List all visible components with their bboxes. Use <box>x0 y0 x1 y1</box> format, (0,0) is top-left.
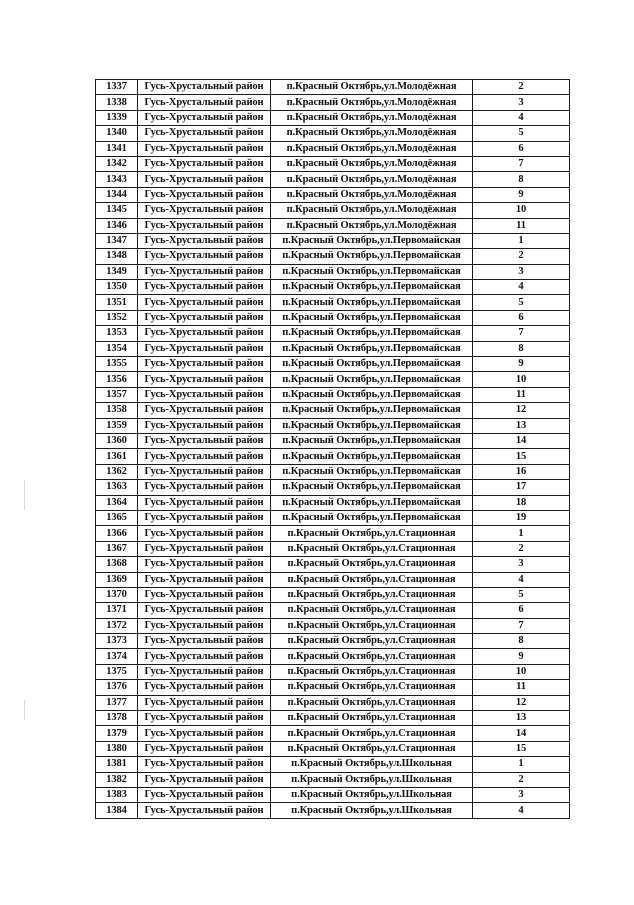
house-number-cell: 6 <box>473 141 570 156</box>
row-number-cell: 1353 <box>96 326 138 341</box>
house-number-cell: 15 <box>473 741 570 756</box>
table-row <box>96 572 570 587</box>
address-cell: п.Красный Октябрь,ул.Стационная <box>271 557 473 572</box>
table-row <box>96 141 570 156</box>
table-row <box>96 387 570 402</box>
house-number-cell: 9 <box>473 357 570 372</box>
table-row <box>96 680 570 695</box>
address-table <box>95 79 570 819</box>
house-number-cell: 4 <box>473 803 570 818</box>
row-number-cell: 1341 <box>96 141 138 156</box>
table-row <box>96 649 570 664</box>
house-number-cell: 2 <box>473 80 570 95</box>
house-number-cell: 3 <box>473 264 570 279</box>
district-cell: Гусь-Хрустальный район <box>138 203 271 218</box>
district-cell: Гусь-Хрустальный район <box>138 156 271 171</box>
table-row <box>96 372 570 387</box>
district-cell: Гусь-Хрустальный район <box>138 803 271 818</box>
table-row <box>96 449 570 464</box>
house-number-cell: 8 <box>473 341 570 356</box>
row-number-cell: 1384 <box>96 803 138 818</box>
row-number-cell: 1382 <box>96 772 138 787</box>
address-cell: п.Красный Октябрь,ул.Первомайская <box>271 433 473 448</box>
district-cell: Гусь-Хрустальный район <box>138 172 271 187</box>
table-row <box>96 464 570 479</box>
row-number-cell: 1377 <box>96 695 138 710</box>
district-cell: Гусь-Хрустальный район <box>138 787 271 802</box>
row-number-cell: 1346 <box>96 218 138 233</box>
address-cell: п.Красный Октябрь,ул.Молодёжная <box>271 141 473 156</box>
house-number-cell: 14 <box>473 433 570 448</box>
row-number-cell: 1365 <box>96 510 138 525</box>
address-cell: п.Красный Октябрь,ул.Первомайская <box>271 495 473 510</box>
table-row <box>96 341 570 356</box>
house-number-cell: 4 <box>473 110 570 125</box>
address-cell: п.Красный Октябрь,ул.Стационная <box>271 541 473 556</box>
house-number-cell: 7 <box>473 326 570 341</box>
table-row <box>96 495 570 510</box>
address-cell: п.Красный Октябрь,ул.Первомайская <box>271 449 473 464</box>
district-cell: Гусь-Хрустальный район <box>138 741 271 756</box>
house-number-cell: 6 <box>473 603 570 618</box>
house-number-cell: 9 <box>473 187 570 202</box>
district-cell: Гусь-Хрустальный район <box>138 218 271 233</box>
row-number-cell: 1343 <box>96 172 138 187</box>
table-row <box>96 172 570 187</box>
house-number-cell: 1 <box>473 526 570 541</box>
address-cell: п.Красный Октябрь,ул.Стационная <box>271 634 473 649</box>
scan-edge-mark <box>24 700 25 720</box>
district-cell: Гусь-Хрустальный район <box>138 326 271 341</box>
table-row <box>96 187 570 202</box>
table-row <box>96 233 570 248</box>
house-number-cell: 8 <box>473 172 570 187</box>
table-row <box>96 110 570 125</box>
address-cell: п.Красный Октябрь,ул.Первомайская <box>271 464 473 479</box>
table-row <box>96 95 570 110</box>
row-number-cell: 1372 <box>96 618 138 633</box>
row-number-cell: 1383 <box>96 787 138 802</box>
row-number-cell: 1381 <box>96 757 138 772</box>
address-cell: п.Красный Октябрь,ул.Молодёжная <box>271 95 473 110</box>
row-number-cell: 1337 <box>96 80 138 95</box>
district-cell: Гусь-Хрустальный район <box>138 664 271 679</box>
table-row <box>96 787 570 802</box>
row-number-cell: 1344 <box>96 187 138 202</box>
table-row <box>96 695 570 710</box>
table-row <box>96 403 570 418</box>
table-row <box>96 218 570 233</box>
house-number-cell: 13 <box>473 711 570 726</box>
table-row <box>96 249 570 264</box>
address-cell: п.Красный Октябрь,ул.Стационная <box>271 587 473 602</box>
district-cell: Гусь-Хрустальный район <box>138 772 271 787</box>
address-cell: п.Красный Октябрь,ул.Стационная <box>271 649 473 664</box>
house-number-cell: 1 <box>473 757 570 772</box>
district-cell: Гусь-Хрустальный район <box>138 618 271 633</box>
table-row <box>96 126 570 141</box>
table-row <box>96 326 570 341</box>
district-cell: Гусь-Хрустальный район <box>138 726 271 741</box>
row-number-cell: 1340 <box>96 126 138 141</box>
house-number-cell: 4 <box>473 572 570 587</box>
address-cell: п.Красный Октябрь,ул.Первомайская <box>271 295 473 310</box>
address-cell: п.Красный Октябрь,ул.Молодёжная <box>271 80 473 95</box>
house-number-cell: 15 <box>473 449 570 464</box>
address-cell: п.Красный Октябрь,ул.Стационная <box>271 664 473 679</box>
table-row <box>96 433 570 448</box>
district-cell: Гусь-Хрустальный район <box>138 634 271 649</box>
district-cell: Гусь-Хрустальный район <box>138 187 271 202</box>
district-cell: Гусь-Хрустальный район <box>138 110 271 125</box>
house-number-cell: 2 <box>473 541 570 556</box>
row-number-cell: 1379 <box>96 726 138 741</box>
row-number-cell: 1357 <box>96 387 138 402</box>
district-cell: Гусь-Хрустальный район <box>138 249 271 264</box>
house-number-cell: 5 <box>473 126 570 141</box>
house-number-cell: 7 <box>473 618 570 633</box>
table-row <box>96 295 570 310</box>
row-number-cell: 1376 <box>96 680 138 695</box>
table-row <box>96 280 570 295</box>
district-cell: Гусь-Хрустальный район <box>138 495 271 510</box>
address-cell: п.Красный Октябрь,ул.Молодёжная <box>271 187 473 202</box>
district-cell: Гусь-Хрустальный район <box>138 711 271 726</box>
row-number-cell: 1370 <box>96 587 138 602</box>
address-table-body <box>96 80 570 819</box>
district-cell: Гусь-Хрустальный район <box>138 141 271 156</box>
row-number-cell: 1354 <box>96 341 138 356</box>
house-number-cell: 18 <box>473 495 570 510</box>
district-cell: Гусь-Хрустальный район <box>138 295 271 310</box>
row-number-cell: 1349 <box>96 264 138 279</box>
house-number-cell: 12 <box>473 695 570 710</box>
house-number-cell: 11 <box>473 218 570 233</box>
row-number-cell: 1345 <box>96 203 138 218</box>
district-cell: Гусь-Хрустальный район <box>138 541 271 556</box>
district-cell: Гусь-Хрустальный район <box>138 126 271 141</box>
address-cell: п.Красный Октябрь,ул.Первомайская <box>271 326 473 341</box>
house-number-cell: 3 <box>473 557 570 572</box>
district-cell: Гусь-Хрустальный район <box>138 341 271 356</box>
table-row <box>96 603 570 618</box>
table-row <box>96 156 570 171</box>
district-cell: Гусь-Хрустальный район <box>138 757 271 772</box>
row-number-cell: 1359 <box>96 418 138 433</box>
table-row <box>96 526 570 541</box>
row-number-cell: 1374 <box>96 649 138 664</box>
address-cell: п.Красный Октябрь,ул.Стационная <box>271 618 473 633</box>
district-cell: Гусь-Хрустальный район <box>138 280 271 295</box>
row-number-cell: 1339 <box>96 110 138 125</box>
house-number-cell: 8 <box>473 634 570 649</box>
address-cell: п.Красный Октябрь,ул.Стационная <box>271 572 473 587</box>
table-row <box>96 357 570 372</box>
address-cell: п.Красный Октябрь,ул.Первомайская <box>271 310 473 325</box>
address-cell: п.Красный Октябрь,ул.Первомайская <box>271 280 473 295</box>
row-number-cell: 1368 <box>96 557 138 572</box>
address-cell: п.Красный Октябрь,ул.Школьная <box>271 772 473 787</box>
address-cell: п.Красный Октябрь,ул.Молодёжная <box>271 172 473 187</box>
district-cell: Гусь-Хрустальный район <box>138 357 271 372</box>
address-cell: п.Красный Октябрь,ул.Первомайская <box>271 510 473 525</box>
house-number-cell: 2 <box>473 249 570 264</box>
house-number-cell: 2 <box>473 772 570 787</box>
row-number-cell: 1352 <box>96 310 138 325</box>
address-cell: п.Красный Октябрь,ул.Молодёжная <box>271 203 473 218</box>
district-cell: Гусь-Хрустальный район <box>138 603 271 618</box>
table-row <box>96 418 570 433</box>
address-cell: п.Красный Октябрь,ул.Школьная <box>271 787 473 802</box>
row-number-cell: 1364 <box>96 495 138 510</box>
district-cell: Гусь-Хрустальный район <box>138 695 271 710</box>
table-row <box>96 618 570 633</box>
address-cell: п.Красный Октябрь,ул.Первомайская <box>271 233 473 248</box>
district-cell: Гусь-Хрустальный район <box>138 572 271 587</box>
table-row <box>96 541 570 556</box>
row-number-cell: 1373 <box>96 634 138 649</box>
row-number-cell: 1369 <box>96 572 138 587</box>
address-cell: п.Красный Октябрь,ул.Школьная <box>271 803 473 818</box>
address-cell: п.Красный Октябрь,ул.Первомайская <box>271 387 473 402</box>
row-number-cell: 1360 <box>96 433 138 448</box>
address-cell: п.Красный Октябрь,ул.Стационная <box>271 526 473 541</box>
address-cell: п.Красный Октябрь,ул.Первомайская <box>271 480 473 495</box>
district-cell: Гусь-Хрустальный район <box>138 310 271 325</box>
address-cell: п.Красный Октябрь,ул.Первомайская <box>271 372 473 387</box>
house-number-cell: 16 <box>473 464 570 479</box>
address-cell: п.Красный Октябрь,ул.Первомайская <box>271 403 473 418</box>
row-number-cell: 1380 <box>96 741 138 756</box>
house-number-cell: 14 <box>473 726 570 741</box>
address-cell: п.Красный Октябрь,ул.Первомайская <box>271 341 473 356</box>
district-cell: Гусь-Хрустальный район <box>138 80 271 95</box>
house-number-cell: 13 <box>473 418 570 433</box>
house-number-cell: 19 <box>473 510 570 525</box>
district-cell: Гусь-Хрустальный район <box>138 680 271 695</box>
district-cell: Гусь-Хрустальный район <box>138 464 271 479</box>
row-number-cell: 1358 <box>96 403 138 418</box>
house-number-cell: 3 <box>473 787 570 802</box>
district-cell: Гусь-Хрустальный район <box>138 649 271 664</box>
address-cell: п.Красный Октябрь,ул.Стационная <box>271 603 473 618</box>
row-number-cell: 1363 <box>96 480 138 495</box>
table-row <box>96 310 570 325</box>
row-number-cell: 1366 <box>96 526 138 541</box>
row-number-cell: 1355 <box>96 357 138 372</box>
row-number-cell: 1347 <box>96 233 138 248</box>
table-row <box>96 711 570 726</box>
table-row <box>96 203 570 218</box>
table-row <box>96 80 570 95</box>
address-cell: п.Красный Октябрь,ул.Молодёжная <box>271 218 473 233</box>
row-number-cell: 1356 <box>96 372 138 387</box>
table-row <box>96 757 570 772</box>
table-row <box>96 510 570 525</box>
row-number-cell: 1375 <box>96 664 138 679</box>
house-number-cell: 10 <box>473 372 570 387</box>
address-cell: п.Красный Октябрь,ул.Первомайская <box>271 264 473 279</box>
table-row <box>96 480 570 495</box>
house-number-cell: 4 <box>473 280 570 295</box>
table-row <box>96 664 570 679</box>
table-row <box>96 557 570 572</box>
address-cell: п.Красный Октябрь,ул.Стационная <box>271 711 473 726</box>
district-cell: Гусь-Хрустальный район <box>138 449 271 464</box>
row-number-cell: 1362 <box>96 464 138 479</box>
address-cell: п.Красный Октябрь,ул.Школьная <box>271 757 473 772</box>
address-cell: п.Красный Октябрь,ул.Стационная <box>271 695 473 710</box>
table-row <box>96 803 570 818</box>
district-cell: Гусь-Хрустальный район <box>138 264 271 279</box>
address-cell: п.Красный Октябрь,ул.Молодёжная <box>271 126 473 141</box>
house-number-cell: 17 <box>473 480 570 495</box>
address-cell: п.Красный Октябрь,ул.Первомайская <box>271 249 473 264</box>
table-row <box>96 264 570 279</box>
house-number-cell: 12 <box>473 403 570 418</box>
district-cell: Гусь-Хрустальный район <box>138 510 271 525</box>
district-cell: Гусь-Хрустальный район <box>138 95 271 110</box>
house-number-cell: 10 <box>473 664 570 679</box>
address-table-container <box>95 79 569 819</box>
address-cell: п.Красный Октябрь,ул.Первомайская <box>271 418 473 433</box>
house-number-cell: 5 <box>473 587 570 602</box>
address-cell: п.Красный Октябрь,ул.Стационная <box>271 741 473 756</box>
address-cell: п.Красный Октябрь,ул.Молодёжная <box>271 110 473 125</box>
row-number-cell: 1371 <box>96 603 138 618</box>
row-number-cell: 1348 <box>96 249 138 264</box>
table-row <box>96 772 570 787</box>
row-number-cell: 1378 <box>96 711 138 726</box>
house-number-cell: 7 <box>473 156 570 171</box>
table-row <box>96 587 570 602</box>
row-number-cell: 1338 <box>96 95 138 110</box>
district-cell: Гусь-Хрустальный район <box>138 557 271 572</box>
row-number-cell: 1361 <box>96 449 138 464</box>
house-number-cell: 11 <box>473 387 570 402</box>
district-cell: Гусь-Хрустальный район <box>138 526 271 541</box>
row-number-cell: 1350 <box>96 280 138 295</box>
district-cell: Гусь-Хрустальный район <box>138 403 271 418</box>
district-cell: Гусь-Хрустальный район <box>138 233 271 248</box>
row-number-cell: 1351 <box>96 295 138 310</box>
address-cell: п.Красный Октябрь,ул.Первомайская <box>271 357 473 372</box>
address-cell: п.Красный Октябрь,ул.Стационная <box>271 680 473 695</box>
row-number-cell: 1342 <box>96 156 138 171</box>
district-cell: Гусь-Хрустальный район <box>138 418 271 433</box>
house-number-cell: 9 <box>473 649 570 664</box>
district-cell: Гусь-Хрустальный район <box>138 433 271 448</box>
house-number-cell: 11 <box>473 680 570 695</box>
table-row <box>96 741 570 756</box>
district-cell: Гусь-Хрустальный район <box>138 587 271 602</box>
district-cell: Гусь-Хрустальный район <box>138 372 271 387</box>
row-number-cell: 1367 <box>96 541 138 556</box>
house-number-cell: 5 <box>473 295 570 310</box>
district-cell: Гусь-Хрустальный район <box>138 387 271 402</box>
house-number-cell: 6 <box>473 310 570 325</box>
house-number-cell: 1 <box>473 233 570 248</box>
house-number-cell: 3 <box>473 95 570 110</box>
table-row <box>96 726 570 741</box>
scan-edge-mark <box>24 480 25 510</box>
address-cell: п.Красный Октябрь,ул.Стационная <box>271 726 473 741</box>
house-number-cell: 10 <box>473 203 570 218</box>
address-cell: п.Красный Октябрь,ул.Молодёжная <box>271 156 473 171</box>
district-cell: Гусь-Хрустальный район <box>138 480 271 495</box>
table-row <box>96 634 570 649</box>
